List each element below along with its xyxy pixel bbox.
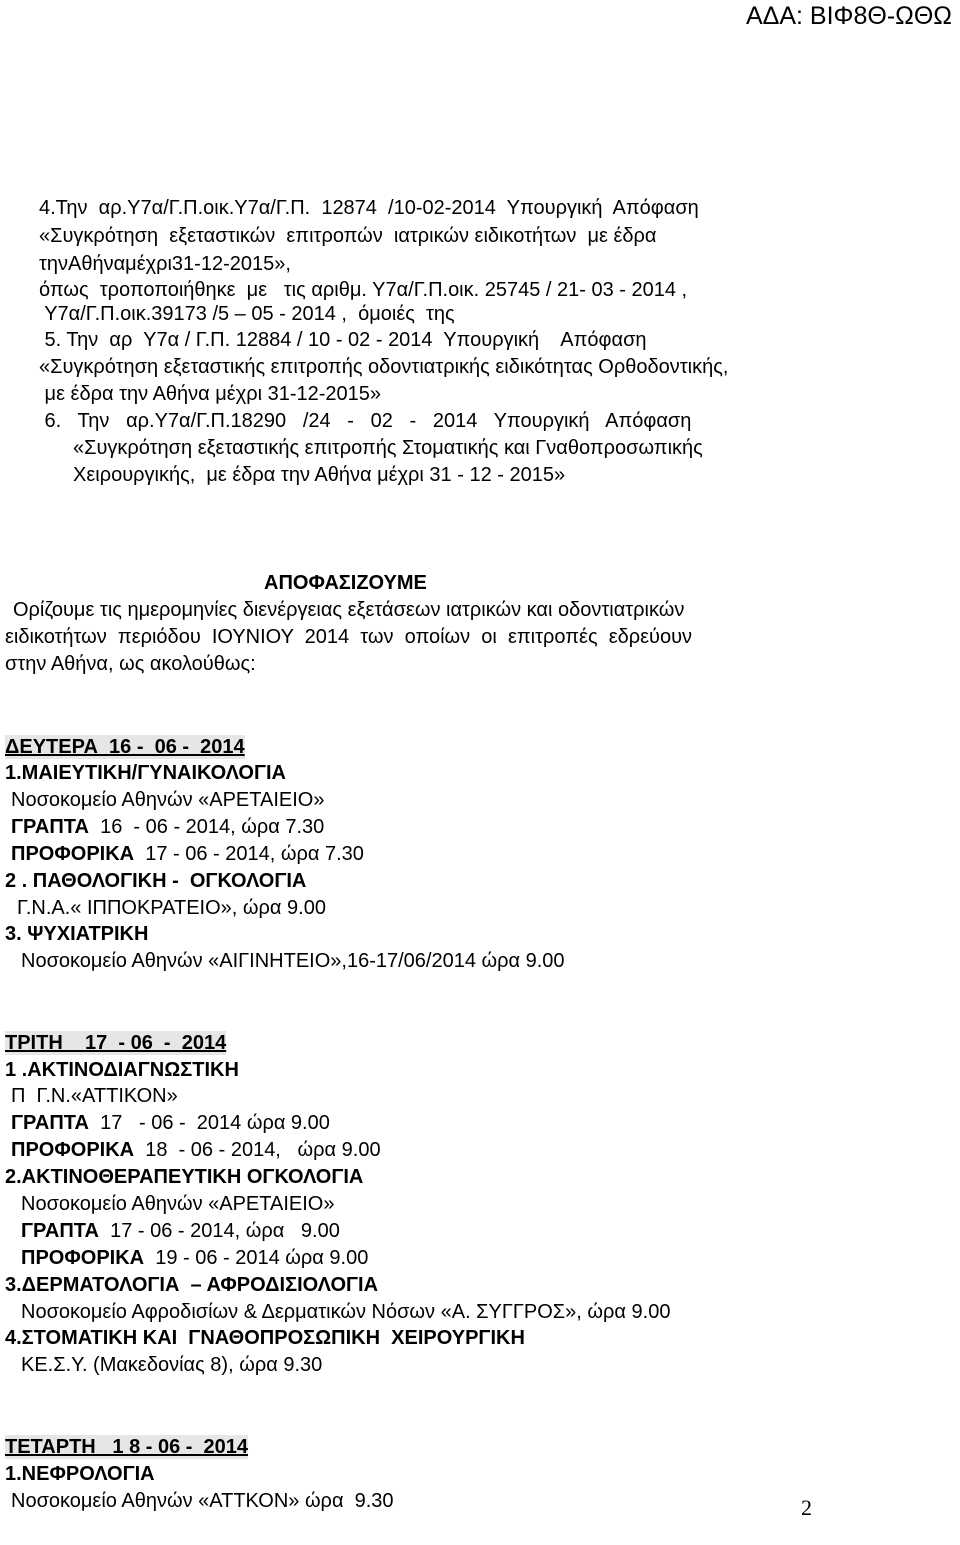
monday-date: ΔΕΥΤΕΡΑ 16 - 06 - 2014	[5, 736, 245, 758]
section-title: 1.ΝΕΦΡΟΛΟΓΙΑ	[5, 1463, 155, 1485]
section-title: 3.ΔΕΡΜΑΤΟΛΟΓΙΑ – ΑΦΡΟΔΙΣΙΟΛΟΓΙΑ	[5, 1274, 379, 1296]
written-exam	[11, 1111, 330, 1135]
oral-label: ΠΡΟΦΟΡΙΚΑ	[11, 1139, 135, 1161]
section-title: 2.ΑΚΤΙΝΟΘΕΡΑΠΕΥΤΙΚΗ ΟΓΚΟΛΟΓΙΑ	[5, 1166, 364, 1188]
section-title: 3. ΨΥΧΙΑΤΡΙΚΗ	[5, 923, 149, 945]
exam-place: ΚΕ.Σ.Υ. (Μακεδονίας 8), ώρα 9.30	[21, 1354, 323, 1376]
written-value: 17 - 06 - 2014, ώρα 9.00	[98, 1220, 340, 1242]
decision-heading: ΑΠΟΦΑΣΙΖΟΥΜΕ	[264, 572, 427, 594]
preamble-line: 5. Την αρ Υ7α / Γ.Π. 12884 / 10 - 02 - 2014 Υπουργική Απόφαση	[39, 329, 647, 351]
oral-label: ΠΡΟΦΟΡΙΚΑ	[21, 1247, 145, 1269]
preamble-line: με έδρα την Αθήνα μέχρι 31-12-2015»	[39, 383, 382, 405]
written-exam	[21, 1219, 340, 1243]
oral-value: 19 - 06 - 2014 ώρα 9.00	[144, 1247, 369, 1269]
preamble-line: τηνΑθήναμέχρι31-12-2015»,	[39, 253, 291, 275]
decision-line: Ορίζουμε τις ημερομηνίες διενέργειας εξετάσεων ιατρικών και οδοντιατρικών	[13, 599, 685, 621]
preamble-line: «Συγκρότηση εξεταστικών επιτροπών ιατρικών ειδικοτήτων με έδρα	[39, 225, 657, 247]
written-value: 17 - 06 - 2014 ώρα 9.00	[88, 1112, 330, 1134]
oral-exam	[21, 1246, 368, 1270]
written-label: ΓΡΑΠΤΑ	[11, 1112, 89, 1134]
preamble-line: Χειρουργικής, με έδρα την Αθήνα μέχρι 31 - 12 - 2015»	[73, 464, 566, 486]
preamble-line: Υ7α/Γ.Π.οικ.39173 /5 – 05 - 2014 , όμοιές της	[39, 303, 455, 325]
exam-place: Νοσοκομείο Αθηνών «ΑΡΕΤΑΙΕΙΟ»	[21, 1193, 335, 1215]
exam-place: Νοσοκομείο Αφροδισίων & Δερματικών Νόσων «Α. ΣΥΓΓΡΟΣ», ώρα 9.00	[21, 1301, 671, 1323]
oral-exam	[11, 1138, 381, 1162]
preamble-line: 4.Την αρ.Υ7α/Γ.Π.οικ.Υ7α/Γ.Π. 12874 /10-02-2014 Υπουργική Απόφαση	[39, 197, 699, 219]
oral-value: 18 - 06 - 2014, ώρα 9.00	[134, 1139, 381, 1161]
decision-line: ειδικοτήτων περιόδου ΙΟΥΝΙΟΥ 2014 των οποίων οι επιτροπές εδρεύουν	[5, 626, 693, 648]
page-number: 2	[801, 1495, 812, 1520]
ada-code: ΑΔΑ: ΒΙΦ8Θ-ΩΘΩ	[745, 2, 952, 30]
decision-line: στην Αθήνα, ως ακολούθως:	[5, 653, 256, 675]
oral-label: ΠΡΟΦΟΡΙΚΑ	[11, 843, 135, 865]
section-title: 2 . ΠΑΘΟΛΟΓΙΚΗ - ΟΓΚΟΛΟΓΙΑ	[5, 870, 307, 892]
preamble-line: «Συγκρότηση εξεταστικής επιτροπής Στοματικής και Γναθοπροσωπικής	[73, 437, 703, 459]
written-label: ΓΡΑΠΤΑ	[21, 1220, 99, 1242]
written-label: ΓΡΑΠΤΑ	[11, 816, 89, 838]
tuesday-date: ΤΡΙΤΗ 17 - 06 - 2014	[5, 1032, 227, 1054]
oral-exam	[11, 842, 364, 866]
written-value: 16 - 06 - 2014, ώρα 7.30	[88, 816, 325, 838]
exam-place: Γ.Ν.Α.« ΙΠΠΟΚΡΑΤΕΙΟ», ώρα 9.00	[17, 897, 326, 919]
wednesday-date: ΤΕΤΑΡΤΗ 1 8 - 06 - 2014	[5, 1436, 249, 1458]
section-title: 1.ΜΑΙΕΥΤΙΚΗ/ΓΥΝΑΙΚΟΛΟΓΙΑ	[5, 762, 286, 784]
exam-place: Νοσοκομείο Αθηνών «ΑΙΓΙΝΗΤΕΙΟ»,16-17/06/2014 ώρα 9.00	[21, 950, 565, 972]
section-title: 4.ΣΤΟΜΑΤΙΚΗ ΚΑΙ ΓΝΑΘΟΠΡΟΣΩΠΙΚΗ ΧΕΙΡΟΥΡΓΙΚΗ	[5, 1327, 525, 1349]
exam-place: Νοσοκομείο Αθηνών «ΑΡΕΤΑΙΕΙΟ»	[11, 789, 325, 811]
section-title: 1 .ΑΚΤΙΝΟΔΙΑΓΝΩΣΤΙΚΗ	[5, 1059, 239, 1081]
preamble-line: 6. Την αρ.Υ7α/Γ.Π.18290 /24 - 02 - 2014 Υπουργική Απόφαση	[39, 410, 692, 432]
exam-place: Π Γ.Ν.«ΑΤΤΙΚΟΝ»	[11, 1085, 178, 1107]
written-exam	[11, 815, 324, 839]
exam-place: Νοσοκομείο Αθηνών «ΑΤΤΚΟΝ» ώρα 9.30	[11, 1490, 394, 1512]
preamble-line: όπως τροποποιήθηκε με τις αριθμ. Υ7α/Γ.Π.οικ. 25745 / 21- 03 - 2014 ,	[39, 279, 688, 301]
oral-value: 17 - 06 - 2014, ώρα 7.30	[134, 843, 364, 865]
preamble-line: «Συγκρότηση εξεταστικής επιτροπής οδοντιατρικής ειδικότητας Ορθοδοντικής,	[39, 356, 729, 378]
